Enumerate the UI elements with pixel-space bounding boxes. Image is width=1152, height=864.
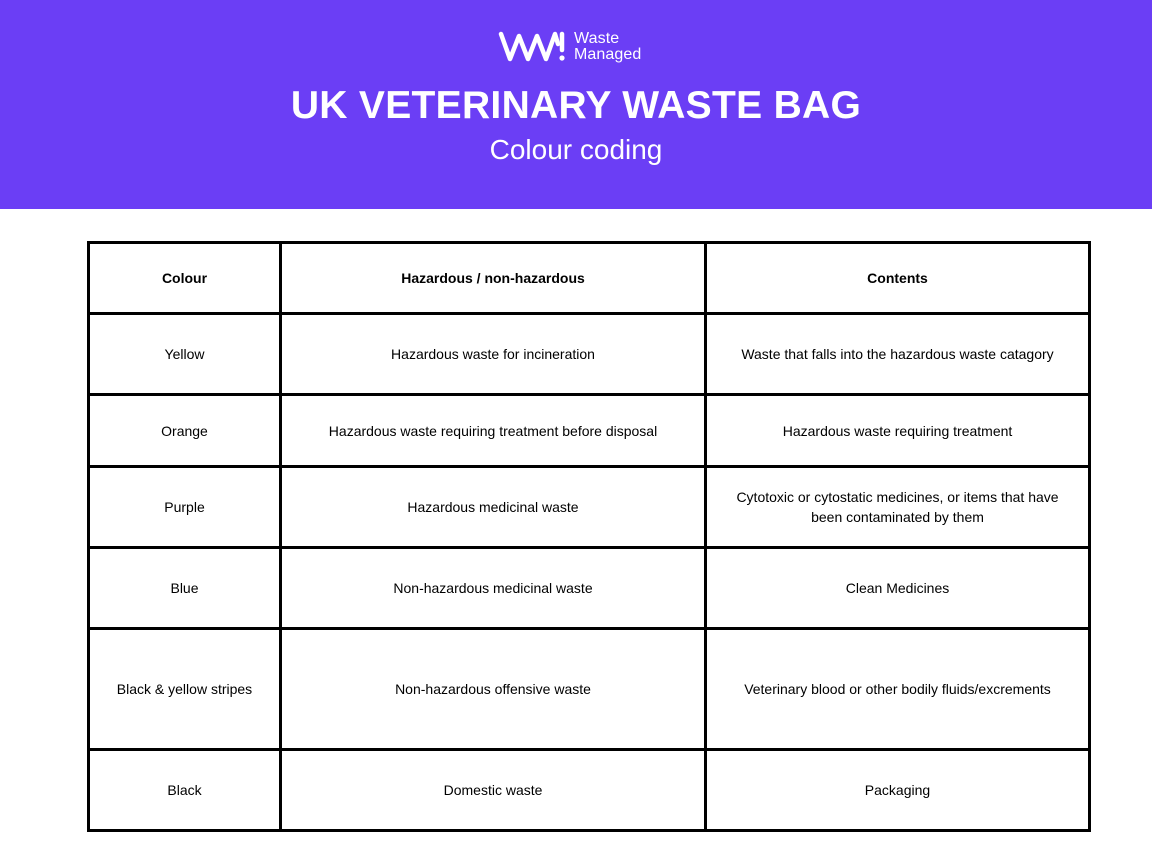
wm-logo-icon (498, 30, 566, 64)
table-row (89, 314, 1090, 395)
header-contents: Contents (706, 243, 1090, 314)
cell-contents: Hazardous waste requiring treatment (706, 395, 1090, 467)
cell-colour: Yellow (89, 314, 281, 395)
header-hazard-type: Hazardous / non-hazardous (281, 243, 706, 314)
brand-logo (498, 30, 641, 64)
waste-bag-table (87, 241, 1091, 832)
cell-hazard-type: Non-hazardous medicinal waste (281, 548, 706, 629)
cell-hazard-type: Hazardous waste for incineration (281, 314, 706, 395)
table-header-row (89, 243, 1090, 314)
cell-contents: Clean Medicines (706, 548, 1090, 629)
header-colour: Colour (89, 243, 281, 314)
table-row (89, 395, 1090, 467)
page-title: UK VETERINARY WASTE BAG (290, 84, 862, 127)
cell-contents: Veterinary blood or other bodily fluids/excrements (706, 629, 1090, 750)
table-row (89, 750, 1090, 831)
cell-contents: Waste that falls into the hazardous waste catagory (706, 314, 1090, 395)
page-subtitle: Colour coding (489, 134, 663, 165)
cell-colour: Orange (89, 395, 281, 467)
brand-name-line1: Waste (574, 30, 620, 47)
brand-name (574, 31, 641, 63)
header-banner (0, 0, 1152, 209)
table-row (89, 629, 1090, 750)
cell-hazard-type: Non-hazardous offensive waste (281, 629, 706, 750)
cell-hazard-type: Hazardous waste requiring treatment before disposal (281, 395, 706, 467)
cell-colour: Purple (89, 467, 281, 548)
cell-colour: Black (89, 750, 281, 831)
brand-name-line2: Managed (574, 46, 642, 63)
cell-colour: Black & yellow stripes (89, 629, 281, 750)
cell-contents: Packaging (706, 750, 1090, 831)
table-row (89, 548, 1090, 629)
cell-hazard-type: Domestic waste (281, 750, 706, 831)
cell-contents: Cytotoxic or cytostatic medicines, or items that have been contaminated by them (706, 467, 1090, 548)
cell-colour: Blue (89, 548, 281, 629)
cell-hazard-type: Hazardous medicinal waste (281, 467, 706, 548)
table-row (89, 467, 1090, 548)
